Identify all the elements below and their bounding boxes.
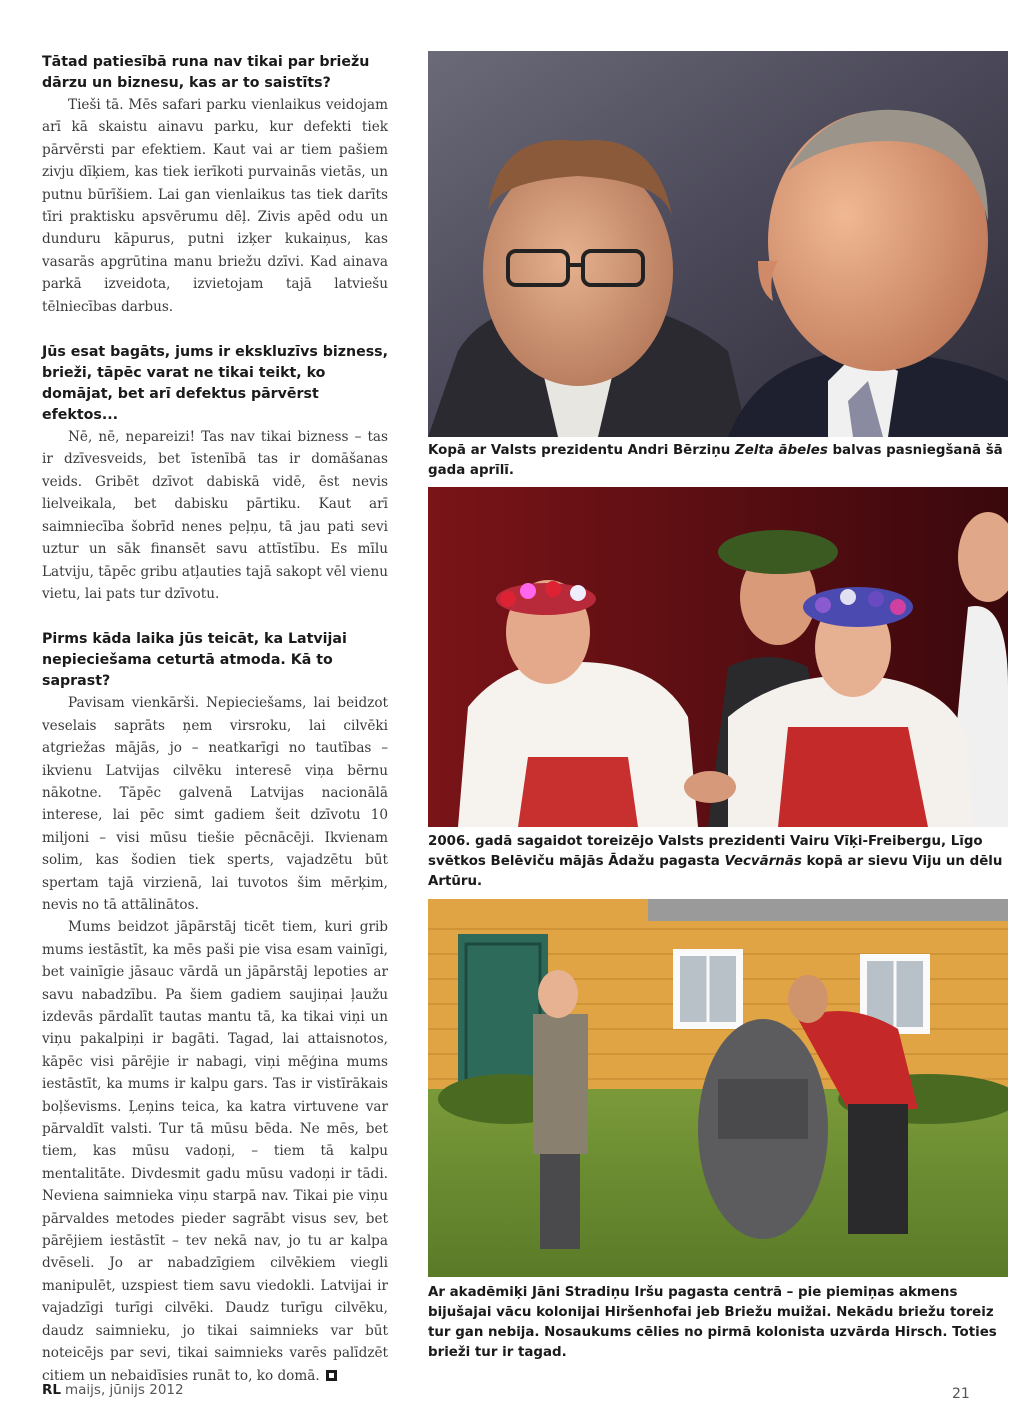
caption-1-emphasis: Zelta ābeles bbox=[734, 443, 828, 458]
photo-with-president-image bbox=[428, 51, 1008, 437]
magazine-logo: RL bbox=[42, 1382, 61, 1398]
answer-1: Tieši tā. Mēs safari parku vienlaikus veidojam arī kā skaistu ainavu parku, kur defekti tiek pārvērsti par efektiem. Kaut vai ar tiem pašiem zivju dīķiem, kas tiek ierīkoti purvainās vietās, un putnu būrīšiem. Lai gan vienlaikus tas tiek darīts tīri praktisku apsvērumu dēļ. Zivis apēd odu un dunduru kāpurus, putni izķer kukaiņus, kas vasarās apgrūtina manu briežu dzīvi. Kad ainava parkā izveidota, izvietojam tajā latviešu tēlniecības darbus. bbox=[42, 97, 388, 315]
answer-3: Pavisam vienkārši. Nepieciešams, lai beidzot veselais saprāts ņem virsroku, lai cilvēki atgriežas mājās, jo – neatkarīgi no tautības – ikvienu Latvijas cilvēku interesē viņa bērnu nākotne. Tāpēc galvenā Latvijas nacionālā interese, lai pēc simt gadiem šeit dzīvotu 10 miljoni – visi mūsu tiešie pēcnācēji. Ikvienam solim, kas šodien tiek sperts, vajadzētu būt spertam tajā virzienā, lai tuvotos šim mērķim, nevis no tā attālinātos. bbox=[42, 695, 388, 913]
issue-date: maijs, jūnijs 2012 bbox=[65, 1382, 184, 1398]
caption-1-text-end: balvas pasniegšanā šā gada aprīlī. bbox=[428, 443, 1003, 478]
caption-2 bbox=[428, 832, 1008, 892]
page-number: 21 bbox=[952, 1386, 970, 1402]
caption-3: Ar akadēmiķi Jāni Stradiņu Iršu pagasta centrā – pie piemiņas akmens bijušajai vācu kolonijai Hiršenhofai jeb Briežu muižai. Nekādu briežu toreiz tur gan nebija. Nosaukums cēlies no pirmā kolonista uzvārda Hirsch. Toties brieži tur ir tagad. bbox=[428, 1285, 997, 1360]
caption-1-text: Kopā ar Valsts prezidentu Andri Bērziņu bbox=[428, 443, 735, 458]
answer-4 bbox=[42, 916, 388, 1387]
photo-ligo-festival bbox=[428, 487, 1008, 827]
caption-1 bbox=[428, 441, 1008, 481]
photo-ligo-festival-image bbox=[428, 487, 1008, 827]
article-column bbox=[42, 52, 388, 1387]
question-1: Tātad patiesībā runa nav tikai par briežu dārzu un biznesu, kas ar to saistīts? bbox=[42, 54, 370, 91]
answer-2: Nē, nē, nepareizi! Tas nav tikai bizness – tas ir dzīvesveids, bet īstenībā tas ir domāšanas veids. Gribēt dzīvot dabiskā vidē, ēst nevis lielveikala, bet dabisku pārtiku. Kaut arī saimniecība šobrīd nenes peļņu, tā jau pati sevi uztur un sāk finansēt savu attīstību. Es mīlu Latviju, tāpēc gribu atļauties tajā sakopt vēl vienu vietu, lai pats tur dzīvotu. bbox=[42, 429, 388, 602]
caption-2-emphasis: Vecvārnās bbox=[724, 854, 802, 869]
magazine-footer bbox=[42, 1382, 184, 1398]
photo-with-president bbox=[428, 51, 1008, 437]
caption-2-text: 2006. gadā sagaidot toreizējo Valsts prezidenti Vairu Vīķi-Freibergu, Līgo svētkos Belēviču mājās Ādažu pagasta bbox=[428, 834, 983, 869]
answer-4-text: Mums beidzot jāpārstāj ticēt tiem, kuri grib mums iestāstīt, ka mēs paši pie visa esam vainīgi, bet vainīgie jāsauc vārdā un jāpārstāj lepoties ar savu nabadzību. Pa šiem gadiem saujiņai ļaužu izdevās pārdalīt tautas mantu tā, ka tikai viņi un viņu pakalpiņi ir bagāti. Tagad, lai attaisnotos, kāpēc visi pārējie ir nabagi, viņi mēģina mums iestāstīt, ka mums ir kalpu gars. Tas ir vistīrākais boļševisms. Ļeņins teica, ka katra virtuvene var pārvaldīt valsti. Tur tā mūsu bēda. Ne mēs, bet tiem, kas mūsu vadoņi, – tiem tā kalpu mentalitāte. Divdesmit gadu mūsu vadoņi ir tādi. Neviena saimnieka viņu starpā nav. Tikai pie viņu pārvaldes metodes pieder sagrābt visus sev, bet pārējiem iestāstīt – tev nekā nav, jo tu ar kalpa dvēseli. Jo ar nabadzīgiem cilvēkiem viegli manipulēt, uzspiest tiem savu viedokli. Latvijai ir vajadzīgi turīgi cilvēki. Daudz turīgu cilvēku, daudz saimnieku, jo tikai saimnieks var būt noteicējs par sevi, tikai saimnieks varēs palīdzēt citiem un nebaidīsies runāt to, ko domā. bbox=[42, 919, 388, 1384]
end-of-article-square-icon bbox=[326, 1370, 337, 1381]
caption-2-text-end: kopā ar sievu Viju un dēlu Artūru. bbox=[428, 854, 1003, 889]
question-2: Jūs esat bagāts, jums ir ekskluzīvs bizness, brieži, tāpēc varat ne tikai teikt, ko domājat, bet arī defektus pārvērst efektos... bbox=[42, 344, 389, 424]
photo-memorial-stone-image bbox=[428, 899, 1008, 1277]
photo-memorial-stone bbox=[428, 899, 1008, 1277]
question-3: Pirms kāda laika jūs teicāt, ka Latvijai nepieciešama ceturtā atmoda. Kā to saprast? bbox=[42, 631, 347, 690]
